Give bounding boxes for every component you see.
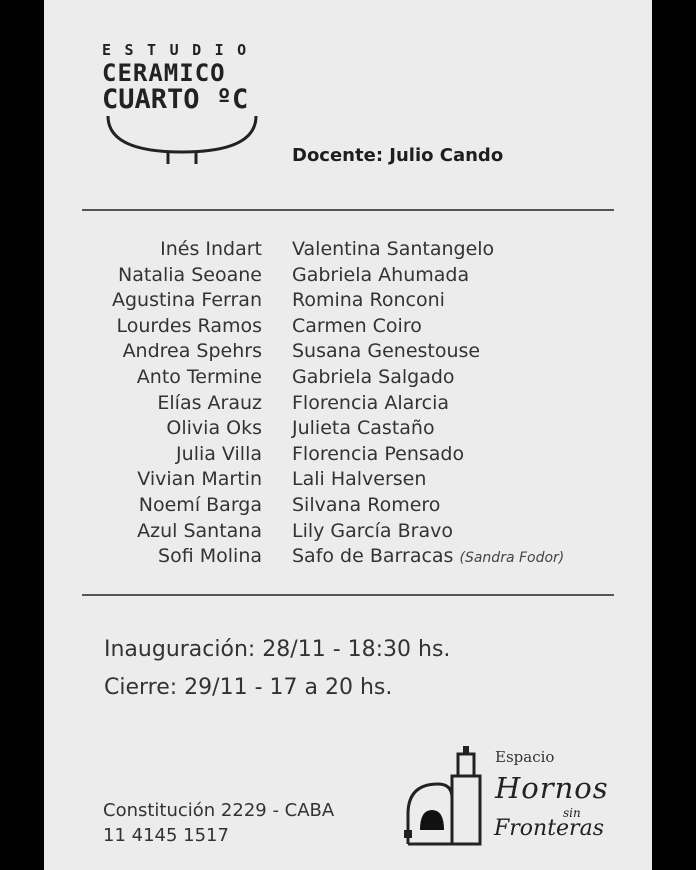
- participant-name: Carmen Coiro: [292, 314, 422, 337]
- participant-name: Sofi Molina: [158, 545, 262, 568]
- participant-name: Elías Arauz: [157, 391, 262, 414]
- participant-name: Lourdes Ramos: [116, 314, 262, 337]
- participant-note: (Sandra Fodor): [459, 550, 565, 567]
- kiln-chimney-icon: [402, 744, 494, 848]
- kiln-smile-icon: [102, 110, 272, 170]
- participant-name: Silvana Romero: [292, 493, 441, 516]
- venue-name-line-3: Fronteras: [494, 816, 604, 841]
- divider-top: [82, 209, 614, 211]
- address: Constitución 2229 - CABA: [103, 800, 335, 821]
- phone-number: 11 4145 1517: [103, 825, 229, 846]
- venue-prefix: Espacio: [495, 748, 555, 766]
- venue-name-line-1: Hornos: [495, 771, 609, 805]
- participant-name: Safo de Barracas: [292, 545, 454, 568]
- participant-name: Julieta Castaño: [292, 417, 435, 440]
- teacher-label: Docente: Julio Cando: [292, 145, 504, 166]
- participant-name: Anto Termine: [136, 365, 262, 388]
- closing-date: Cierre: 29/11 - 17 a 20 hs.: [104, 675, 393, 700]
- participant-name: Vivian Martin: [137, 468, 262, 491]
- participant-name: Julia Villa: [176, 442, 262, 465]
- participant-name: Gabriela Salgado: [292, 365, 455, 388]
- participant-name: Gabriela Ahumada: [292, 263, 470, 286]
- participant-name: Florencia Alarcia: [292, 391, 450, 414]
- logo-line-1: ESTUDIO: [102, 41, 260, 59]
- participant-name: Susana Genestouse: [292, 340, 481, 363]
- participant-name: Valentina Santangelo: [292, 238, 495, 260]
- participant-name: Agustina Ferran: [111, 289, 262, 312]
- participant-name: Andrea Spehrs: [122, 340, 262, 363]
- participant-name: Inés Indart: [160, 238, 262, 260]
- participant-name: Olivia Oks: [166, 417, 262, 440]
- logo-line-3: CUARTO ºC: [102, 84, 249, 115]
- participant-name: Lali Halversen: [292, 468, 427, 491]
- logo-line-2: CERAMICO: [102, 59, 226, 87]
- participant-name: Azul Santana: [137, 519, 262, 542]
- divider-bottom: [82, 594, 614, 596]
- participant-name: Natalia Seoane: [118, 263, 262, 286]
- participant-name-with-note: [292, 544, 564, 572]
- participant-name: Florencia Pensado: [292, 442, 465, 465]
- venue-name-line-2: sin: [563, 806, 581, 820]
- participant-name: Noemí Barga: [138, 493, 262, 516]
- poster-card: [44, 0, 652, 870]
- participant-name: Lily García Bravo: [292, 519, 453, 542]
- opening-date: Inauguración: 28/11 - 18:30 hs.: [104, 637, 451, 662]
- participants-right-column: [292, 237, 564, 572]
- studio-logo: [102, 40, 272, 172]
- participants-left-column: [44, 237, 262, 570]
- participant-name: Romina Ronconi: [292, 289, 445, 312]
